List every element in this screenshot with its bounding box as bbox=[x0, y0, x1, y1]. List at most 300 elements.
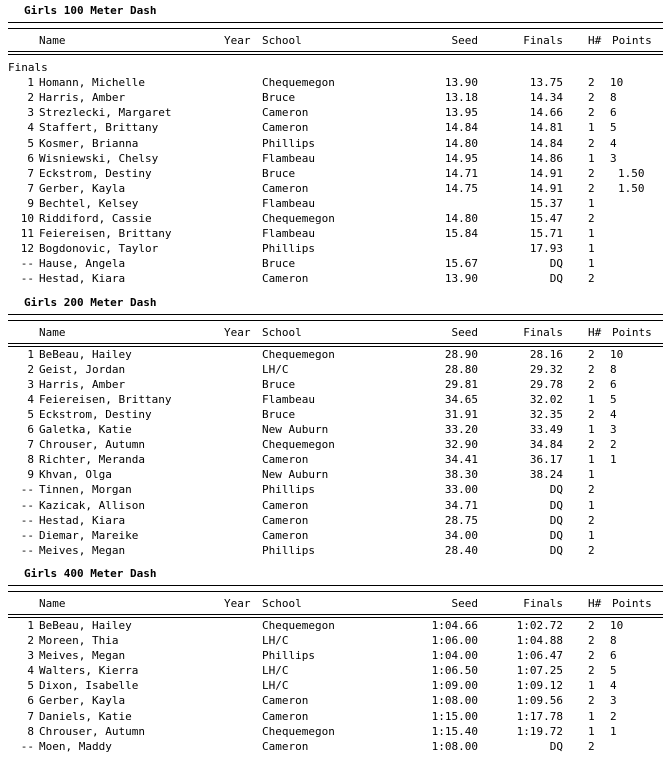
results-table bbox=[8, 347, 663, 558]
header-name: Name bbox=[39, 34, 66, 47]
place-cell: 1 bbox=[27, 76, 34, 90]
finals-time-cell: 1:09.12 bbox=[516, 679, 563, 693]
seed-time-cell: 28.75 bbox=[444, 513, 478, 527]
points-cell: 8 bbox=[610, 362, 617, 376]
school-cell: Phillips bbox=[262, 543, 315, 557]
school-cell: LH/C bbox=[262, 664, 289, 678]
table-row bbox=[8, 739, 663, 754]
seed-time-cell: 14.71 bbox=[444, 166, 478, 180]
athlete-name-cell: Dixon, Isabelle bbox=[39, 679, 139, 693]
athlete-name-cell: Bechtel, Kelsey bbox=[39, 196, 139, 210]
seed-time-cell: 34.41 bbox=[444, 453, 478, 467]
athlete-name-cell: Chrouser, Autumn bbox=[39, 724, 145, 738]
seed-time-cell: 1:06.50 bbox=[431, 664, 478, 678]
finals-time-cell: 14.91 bbox=[529, 181, 563, 195]
column-header-row bbox=[8, 33, 663, 48]
athlete-name-cell: Moen, Maddy bbox=[39, 739, 112, 753]
place-cell: -- bbox=[20, 543, 34, 557]
school-cell: Flambeau bbox=[262, 227, 315, 241]
place-cell: 3 bbox=[27, 106, 34, 120]
place-cell: 1 bbox=[27, 619, 34, 632]
spacer bbox=[8, 287, 663, 295]
athlete-name-cell: Hestad, Kiara bbox=[39, 513, 126, 527]
place-cell: 2 bbox=[27, 634, 34, 648]
table-row bbox=[8, 724, 663, 739]
place-cell: -- bbox=[20, 483, 34, 497]
school-cell: Phillips bbox=[262, 483, 315, 497]
table-row bbox=[8, 256, 663, 271]
header-name: Name bbox=[39, 596, 66, 610]
athlete-name-cell: Hause, Angela bbox=[39, 257, 126, 271]
header-year: Year bbox=[224, 596, 251, 610]
place-cell: -- bbox=[20, 739, 34, 753]
heat-cell: 1 bbox=[588, 257, 595, 271]
finals-time-cell: 33.49 bbox=[529, 423, 563, 437]
column-header-row bbox=[8, 325, 663, 340]
athlete-name-cell: Bogdonovic, Taylor bbox=[39, 242, 159, 256]
header-school: School bbox=[262, 34, 302, 47]
results-document bbox=[8, 3, 663, 754]
finals-time-cell: 14.91 bbox=[529, 166, 563, 180]
heat-cell: 2 bbox=[588, 513, 595, 527]
seed-time-cell: 28.40 bbox=[444, 543, 478, 557]
table-row bbox=[8, 166, 663, 181]
points-cell: 2 bbox=[610, 438, 617, 452]
double-rule bbox=[8, 314, 663, 321]
finals-time-cell: 1:02.72 bbox=[516, 619, 563, 632]
heat-cell: 2 bbox=[588, 272, 595, 286]
athlete-name-cell: BeBeau, Hailey bbox=[39, 347, 132, 361]
athlete-name-cell: Kazicak, Allison bbox=[39, 498, 145, 512]
heat-cell: 2 bbox=[588, 694, 595, 708]
seed-time-cell: 14.95 bbox=[444, 151, 478, 165]
heat-cell: 2 bbox=[588, 347, 595, 361]
seed-time-cell: 14.80 bbox=[444, 212, 478, 226]
athlete-name-cell: Diemar, Mareike bbox=[39, 528, 139, 542]
table-row bbox=[8, 196, 663, 211]
place-cell: 7 bbox=[27, 709, 34, 723]
points-cell: 4 bbox=[610, 136, 617, 150]
finals-time-cell: DQ bbox=[549, 543, 563, 557]
table-row bbox=[8, 75, 663, 90]
school-cell: Bruce bbox=[262, 91, 296, 105]
table-row bbox=[8, 347, 663, 362]
seed-time-cell: 31.91 bbox=[444, 407, 478, 421]
finals-time-cell: 34.84 bbox=[529, 438, 563, 452]
header-seed: Seed bbox=[451, 325, 478, 339]
heat-cell: 2 bbox=[588, 76, 595, 90]
finals-time-cell: DQ bbox=[549, 483, 563, 497]
points-cell: 10 bbox=[610, 76, 624, 90]
place-cell: 8 bbox=[27, 453, 34, 467]
points-cell: 6 bbox=[610, 649, 617, 663]
school-cell: Cameron bbox=[262, 498, 309, 512]
heat-cell: 2 bbox=[588, 739, 595, 753]
place-cell: 11 bbox=[20, 227, 34, 241]
seed-time-cell: 28.90 bbox=[444, 347, 478, 361]
place-cell: 3 bbox=[27, 649, 34, 663]
heat-cell: 1 bbox=[588, 392, 595, 406]
athlete-name-cell: Daniels, Katie bbox=[39, 709, 132, 723]
results-table bbox=[8, 618, 663, 754]
event-title: Girls 100 Meter Dash bbox=[24, 4, 157, 17]
header-heat: H# bbox=[588, 325, 602, 339]
school-cell: Cameron bbox=[262, 513, 309, 527]
points-cell: 10 bbox=[610, 347, 624, 361]
table-row bbox=[8, 618, 663, 633]
heat-cell: 1 bbox=[588, 196, 595, 210]
points-cell: 5 bbox=[610, 392, 617, 406]
header-year: Year bbox=[224, 34, 251, 47]
heat-cell: 2 bbox=[588, 619, 595, 632]
heat-cell: 1 bbox=[588, 679, 595, 693]
header-year: Year bbox=[224, 325, 251, 339]
heat-cell: 1 bbox=[588, 151, 595, 165]
header-finals: Finals bbox=[523, 325, 563, 339]
points-cell: 10 bbox=[610, 619, 624, 632]
table-row bbox=[8, 271, 663, 286]
school-cell: Phillips bbox=[262, 242, 315, 256]
heat-cell: 2 bbox=[588, 377, 595, 391]
points-cell: 3 bbox=[610, 423, 617, 437]
heat-cell: 1 bbox=[588, 724, 595, 738]
seed-time-cell: 14.84 bbox=[444, 121, 478, 135]
section-label: Finals bbox=[8, 61, 48, 75]
place-cell: 1 bbox=[27, 347, 34, 361]
table-row bbox=[8, 663, 663, 678]
event-100m bbox=[8, 3, 663, 287]
table-row bbox=[8, 528, 663, 543]
event-title: Girls 200 Meter Dash bbox=[24, 295, 157, 309]
heat-cell: 2 bbox=[588, 664, 595, 678]
finals-time-cell: DQ bbox=[549, 257, 563, 271]
heat-cell: 2 bbox=[588, 166, 595, 180]
heat-cell: 2 bbox=[588, 212, 595, 226]
heat-cell: 2 bbox=[588, 106, 595, 120]
athlete-name-cell: Eckstrom, Destiny bbox=[39, 407, 152, 421]
school-cell: Cameron bbox=[262, 739, 309, 753]
seed-time-cell: 1:06.00 bbox=[431, 634, 478, 648]
table-row bbox=[8, 377, 663, 392]
athlete-name-cell: Riddiford, Cassie bbox=[39, 212, 152, 226]
school-cell: LH/C bbox=[262, 679, 289, 693]
athlete-name-cell: Eckstrom, Destiny bbox=[39, 166, 152, 180]
header-points: Points bbox=[612, 325, 652, 339]
table-row bbox=[8, 120, 663, 135]
heat-cell: 1 bbox=[588, 121, 595, 135]
school-cell: Bruce bbox=[262, 166, 296, 180]
heat-cell: 2 bbox=[588, 362, 595, 376]
finals-time-cell: 14.66 bbox=[529, 106, 563, 120]
athlete-name-cell: Kosmer, Brianna bbox=[39, 136, 139, 150]
athlete-name-cell: Staffert, Brittany bbox=[39, 121, 159, 135]
athlete-name-cell: Galetka, Katie bbox=[39, 423, 132, 437]
school-cell: Chequemegon bbox=[262, 212, 335, 226]
heat-cell: 2 bbox=[588, 634, 595, 648]
athlete-name-cell: Geist, Jordan bbox=[39, 362, 126, 376]
finals-time-cell: 15.37 bbox=[529, 196, 563, 210]
school-cell: Flambeau bbox=[262, 196, 315, 210]
place-cell: -- bbox=[20, 528, 34, 542]
heat-cell: 2 bbox=[588, 649, 595, 663]
double-rule bbox=[8, 585, 663, 592]
points-cell: 1 bbox=[610, 724, 617, 738]
points-cell: 6 bbox=[610, 106, 617, 120]
place-cell: -- bbox=[20, 513, 34, 527]
athlete-name-cell: Khvan, Olga bbox=[39, 468, 112, 482]
place-cell: -- bbox=[20, 272, 34, 286]
school-cell: Cameron bbox=[262, 528, 309, 542]
table-row bbox=[8, 678, 663, 693]
athlete-name-cell: Gerber, Kayla bbox=[39, 694, 126, 708]
table-row bbox=[8, 498, 663, 513]
table-row bbox=[8, 467, 663, 482]
place-cell: 12 bbox=[20, 242, 34, 256]
table-row bbox=[8, 90, 663, 105]
athlete-name-cell: Homann, Michelle bbox=[39, 76, 145, 90]
finals-time-cell: DQ bbox=[549, 739, 563, 753]
place-cell: -- bbox=[20, 498, 34, 512]
seed-time-cell: 1:08.00 bbox=[431, 694, 478, 708]
place-cell: 9 bbox=[27, 468, 34, 482]
seed-time-cell: 13.18 bbox=[444, 91, 478, 105]
seed-time-cell: 14.75 bbox=[444, 181, 478, 195]
event-title: Girls 400 Meter Dash bbox=[24, 566, 157, 580]
school-cell: Bruce bbox=[262, 377, 296, 391]
table-row bbox=[8, 543, 663, 558]
table-row bbox=[8, 181, 663, 196]
points-cell: 5 bbox=[610, 664, 617, 678]
finals-time-cell: 17.93 bbox=[529, 242, 563, 256]
double-rule bbox=[8, 22, 663, 29]
finals-time-cell: DQ bbox=[549, 513, 563, 527]
school-cell: Phillips bbox=[262, 136, 315, 150]
table-row bbox=[8, 693, 663, 708]
seed-time-cell: 34.65 bbox=[444, 392, 478, 406]
event-400m bbox=[8, 566, 663, 754]
header-school: School bbox=[262, 325, 302, 339]
heat-cell: 1 bbox=[588, 242, 595, 256]
seed-time-cell: 33.00 bbox=[444, 483, 478, 497]
school-cell: Flambeau bbox=[262, 151, 315, 165]
finals-time-cell: 1:19.72 bbox=[516, 724, 563, 738]
school-cell: Cameron bbox=[262, 709, 309, 723]
school-cell: Chequemegon bbox=[262, 619, 335, 632]
finals-time-cell: 1:09.56 bbox=[516, 694, 563, 708]
school-cell: LH/C bbox=[262, 634, 289, 648]
header-school: School bbox=[262, 596, 302, 610]
points-cell: 6 bbox=[610, 377, 617, 391]
header-heat: H# bbox=[588, 34, 602, 47]
table-row bbox=[8, 105, 663, 120]
school-cell: Bruce bbox=[262, 257, 296, 271]
heat-cell: 2 bbox=[588, 483, 595, 497]
table-row bbox=[8, 211, 663, 226]
points-cell: 8 bbox=[610, 91, 617, 105]
results-table bbox=[8, 75, 663, 286]
points-cell: 2 bbox=[610, 709, 617, 723]
points-cell: 1.50 bbox=[618, 166, 645, 180]
table-row bbox=[8, 241, 663, 256]
finals-time-cell: 32.02 bbox=[529, 392, 563, 406]
finals-time-cell: 1:06.47 bbox=[516, 649, 563, 663]
column-header-row bbox=[8, 596, 663, 611]
place-cell: 9 bbox=[27, 196, 34, 210]
points-cell: 5 bbox=[610, 121, 617, 135]
seed-time-cell: 1:04.00 bbox=[431, 649, 478, 663]
place-cell: 6 bbox=[27, 151, 34, 165]
place-cell: 5 bbox=[27, 407, 34, 421]
school-cell: New Auburn bbox=[262, 423, 329, 437]
school-cell: Chequemegon bbox=[262, 347, 335, 361]
heat-cell: 2 bbox=[588, 136, 595, 150]
athlete-name-cell: Gerber, Kayla bbox=[39, 181, 126, 195]
finals-time-cell: DQ bbox=[549, 528, 563, 542]
athlete-name-cell: Tinnen, Morgan bbox=[39, 483, 132, 497]
school-cell: Cameron bbox=[262, 106, 309, 120]
school-cell: Chequemegon bbox=[262, 724, 335, 738]
points-cell: 1.50 bbox=[618, 181, 645, 195]
table-row bbox=[8, 452, 663, 467]
table-row bbox=[8, 648, 663, 663]
finals-time-cell: 14.34 bbox=[529, 91, 563, 105]
seed-time-cell: 1:08.00 bbox=[431, 739, 478, 753]
finals-time-cell: DQ bbox=[549, 272, 563, 286]
athlete-name-cell: Harris, Amber bbox=[39, 377, 126, 391]
place-cell: 7 bbox=[27, 181, 34, 195]
heat-cell: 1 bbox=[588, 498, 595, 512]
heat-cell: 1 bbox=[588, 227, 595, 241]
points-cell: 4 bbox=[610, 407, 617, 421]
heat-cell: 2 bbox=[588, 407, 595, 421]
table-row bbox=[8, 151, 663, 166]
heat-cell: 1 bbox=[588, 709, 595, 723]
table-row bbox=[8, 633, 663, 648]
event-200m bbox=[8, 295, 663, 558]
finals-time-cell: 29.78 bbox=[529, 377, 563, 391]
finals-time-cell: 1:17.78 bbox=[516, 709, 563, 723]
header-seed: Seed bbox=[451, 34, 478, 47]
finals-time-cell: DQ bbox=[549, 498, 563, 512]
school-cell: Cameron bbox=[262, 694, 309, 708]
seed-time-cell: 34.71 bbox=[444, 498, 478, 512]
finals-time-cell: 29.32 bbox=[529, 362, 563, 376]
table-row bbox=[8, 513, 663, 528]
header-heat: H# bbox=[588, 596, 602, 610]
seed-time-cell: 1:15.40 bbox=[431, 724, 478, 738]
header-points: Points bbox=[612, 596, 652, 610]
athlete-name-cell: Meives, Megan bbox=[39, 649, 126, 663]
athlete-name-cell: Strezlecki, Margaret bbox=[39, 106, 172, 120]
heat-cell: 2 bbox=[588, 543, 595, 557]
seed-time-cell: 32.90 bbox=[444, 438, 478, 452]
place-cell: 3 bbox=[27, 377, 34, 391]
heat-cell: 2 bbox=[588, 181, 595, 195]
school-cell: Flambeau bbox=[262, 392, 315, 406]
place-cell: 7 bbox=[27, 166, 34, 180]
seed-time-cell: 1:04.66 bbox=[431, 619, 478, 632]
table-row bbox=[8, 136, 663, 151]
athlete-name-cell: Harris, Amber bbox=[39, 91, 126, 105]
athlete-name-cell: Meives, Megan bbox=[39, 543, 126, 557]
athlete-name-cell: BeBeau, Hailey bbox=[39, 619, 132, 632]
seed-time-cell: 15.84 bbox=[444, 227, 478, 241]
finals-time-cell: 14.86 bbox=[529, 151, 563, 165]
athlete-name-cell: Hestad, Kiara bbox=[39, 272, 126, 286]
athlete-name-cell: Feiereisen, Brittany bbox=[39, 392, 172, 406]
place-cell: 5 bbox=[27, 136, 34, 150]
athlete-name-cell: Moreen, Thia bbox=[39, 634, 119, 648]
points-cell: 3 bbox=[610, 151, 617, 165]
points-cell: 4 bbox=[610, 679, 617, 693]
finals-time-cell: 32.35 bbox=[529, 407, 563, 421]
header-name: Name bbox=[39, 325, 66, 339]
place-cell: 7 bbox=[27, 438, 34, 452]
header-points: Points bbox=[612, 34, 652, 47]
place-cell: 4 bbox=[27, 392, 34, 406]
heat-cell: 2 bbox=[588, 91, 595, 105]
seed-time-cell: 34.00 bbox=[444, 528, 478, 542]
place-cell: 2 bbox=[27, 362, 34, 376]
place-cell: -- bbox=[20, 257, 34, 271]
school-cell: Cameron bbox=[262, 272, 309, 286]
place-cell: 6 bbox=[27, 423, 34, 437]
school-cell: Bruce bbox=[262, 407, 296, 421]
seed-time-cell: 13.90 bbox=[444, 272, 478, 286]
place-cell: 8 bbox=[27, 724, 34, 738]
school-cell: LH/C bbox=[262, 362, 289, 376]
place-cell: 4 bbox=[27, 121, 34, 135]
athlete-name-cell: Wisniewski, Chelsy bbox=[39, 151, 159, 165]
finals-time-cell: 28.16 bbox=[529, 347, 563, 361]
seed-time-cell: 28.80 bbox=[444, 362, 478, 376]
place-cell: 4 bbox=[27, 664, 34, 678]
points-cell: 1 bbox=[610, 453, 617, 467]
place-cell: 6 bbox=[27, 694, 34, 708]
finals-time-cell: 36.17 bbox=[529, 453, 563, 467]
seed-time-cell: 13.95 bbox=[444, 106, 478, 120]
athlete-name-cell: Chrouser, Autumn bbox=[39, 438, 145, 452]
table-row bbox=[8, 482, 663, 497]
seed-time-cell: 14.80 bbox=[444, 136, 478, 150]
header-finals: Finals bbox=[523, 34, 563, 47]
heat-cell: 1 bbox=[588, 468, 595, 482]
finals-time-cell: 13.75 bbox=[529, 76, 563, 90]
points-cell: 3 bbox=[610, 694, 617, 708]
school-cell: Cameron bbox=[262, 121, 309, 135]
heat-cell: 1 bbox=[588, 453, 595, 467]
header-seed: Seed bbox=[451, 596, 478, 610]
seed-time-cell: 13.90 bbox=[444, 76, 478, 90]
header-finals: Finals bbox=[523, 596, 563, 610]
seed-time-cell: 38.30 bbox=[444, 468, 478, 482]
finals-time-cell: 1:04.88 bbox=[516, 634, 563, 648]
double-rule bbox=[8, 51, 663, 55]
seed-time-cell: 15.67 bbox=[444, 257, 478, 271]
table-row bbox=[8, 437, 663, 452]
seed-time-cell: 29.81 bbox=[444, 377, 478, 391]
seed-time-cell: 1:09.00 bbox=[431, 679, 478, 693]
athlete-name-cell: Richter, Meranda bbox=[39, 453, 145, 467]
place-cell: 10 bbox=[20, 212, 34, 226]
finals-time-cell: 1:07.25 bbox=[516, 664, 563, 678]
seed-time-cell: 33.20 bbox=[444, 423, 478, 437]
place-cell: 2 bbox=[27, 91, 34, 105]
points-cell: 8 bbox=[610, 634, 617, 648]
school-cell: Cameron bbox=[262, 181, 309, 195]
spacer bbox=[8, 558, 663, 566]
heat-cell: 1 bbox=[588, 528, 595, 542]
